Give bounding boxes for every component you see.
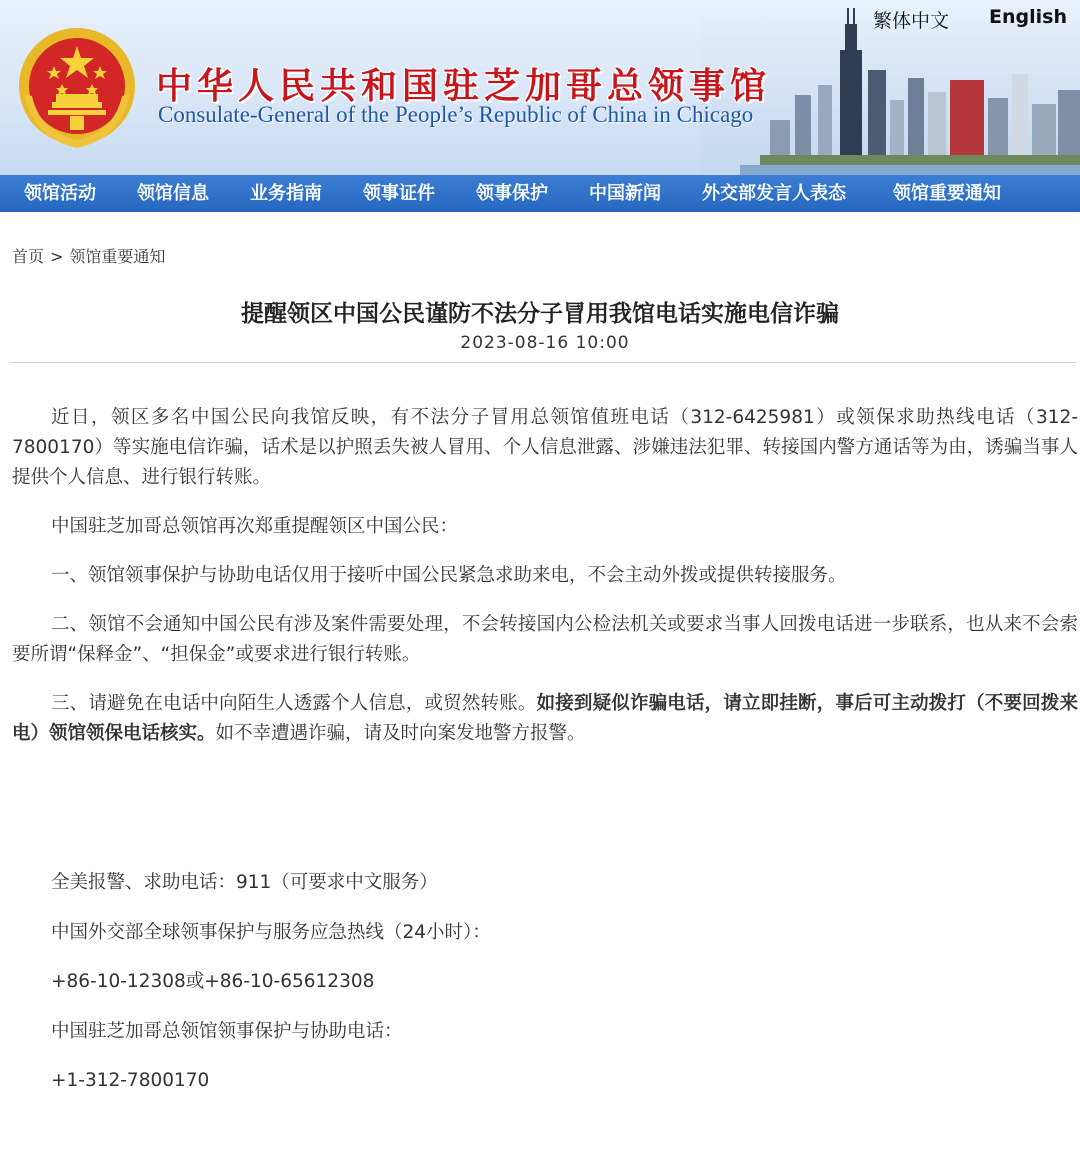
nav-item-consulate-info[interactable]: 领馆信息 <box>137 183 209 204</box>
site-header <box>0 0 1080 175</box>
traditional-chinese-link[interactable]: 繁体中文 <box>873 10 950 32</box>
breadcrumb-separator: > <box>50 247 64 266</box>
nav-item-consular-documents[interactable]: 领事证件 <box>363 183 435 204</box>
paragraph-intro: 近日，领区多名中国公民向我馆反映，有不法分子冒用总领馆值班电话（312-6425981）或领保求助热线电话（312-7800170）等实施电信诈骗，话术是以护照丢失被人冒用、个人信息泄露、涉嫌违法犯罪、转接国内警方通话等为由，诱骗当事人提供个人信息、进行银行转账。 <box>12 407 1078 488</box>
title-divider <box>10 362 1076 363</box>
nav-item-important-notices[interactable]: 领馆重要通知 <box>893 183 1001 204</box>
contact-consulate-label: 中国驻芝加哥总领馆领事保护与协助电话： <box>51 1020 403 1042</box>
breadcrumb-current-link[interactable]: 领馆重要通知 <box>69 247 166 266</box>
point-3-bold-warning: 如接到疑似诈骗电话，请立即挂断，事后可主动拨打（不要回拨来电）领馆领保电话核实。 <box>12 693 1078 744</box>
site-title-english: Consulate-General of the People’s Republic of China in Chicago <box>158 102 754 127</box>
nav-item-spokesperson[interactable]: 外交部发言人表态 <box>702 183 846 204</box>
nav-item-consulate-activities[interactable]: 领馆活动 <box>24 183 96 204</box>
contact-us-emergency: 全美报警、求助电话：911（可要求中文服务） <box>51 872 438 893</box>
contact-mfa-hotline-label: 中国外交部全球领事保护与服务应急热线（24小时）： <box>51 921 491 943</box>
english-link[interactable]: English <box>989 6 1067 28</box>
site-title-chinese: 中华人民共和国驻芝加哥总领事馆 <box>156 66 772 107</box>
breadcrumb-home-link[interactable]: 首页 <box>12 247 45 266</box>
article-date: 2023-08-16 10:00 <box>460 333 630 353</box>
article-body <box>12 403 1078 768</box>
language-switcher <box>873 6 1080 33</box>
nav-item-china-news[interactable]: 中国新闻 <box>589 183 661 204</box>
paragraph-reminder: 中国驻芝加哥总领馆再次郑重提醒领区中国公民： <box>51 516 459 537</box>
nav-item-service-guide[interactable]: 业务指南 <box>250 183 322 204</box>
contact-info <box>51 868 491 1116</box>
point-3-text-a: 三、请避免在电话中向陌生人透露个人信息，或贸然转账。 <box>51 693 537 714</box>
contact-mfa-hotline-numbers: +86-10-12308或+86-10-65612308 <box>51 971 375 992</box>
paragraph-point-3 <box>12 689 1078 749</box>
breadcrumb <box>12 244 165 267</box>
nav-item-consular-protection[interactable]: 领事保护 <box>476 183 548 204</box>
contact-consulate-number: +1-312-7800170 <box>51 1070 210 1091</box>
paragraph-point-2: 二、领馆不会通知中国公民有涉及案件需要处理，不会转接国内公检法机关或要求当事人回拨电话进一步联系，也从来不会索要所谓“保释金”、“担保金”或要求进行银行转账。 <box>12 614 1078 665</box>
main-nav <box>0 175 1080 212</box>
national-emblem-icon <box>14 24 140 154</box>
article-title: 提醒领区中国公民谨防不法分子冒用我馆电话实施电信诈骗 <box>241 301 839 327</box>
point-3-text-c: 如不幸遭遇诈骗，请及时向案发地警方报警。 <box>215 723 586 744</box>
paragraph-point-1: 一、领馆领事保护与协助电话仅用于接听中国公民紧急求助来电，不会主动外拨或提供转接服务。 <box>51 565 847 586</box>
